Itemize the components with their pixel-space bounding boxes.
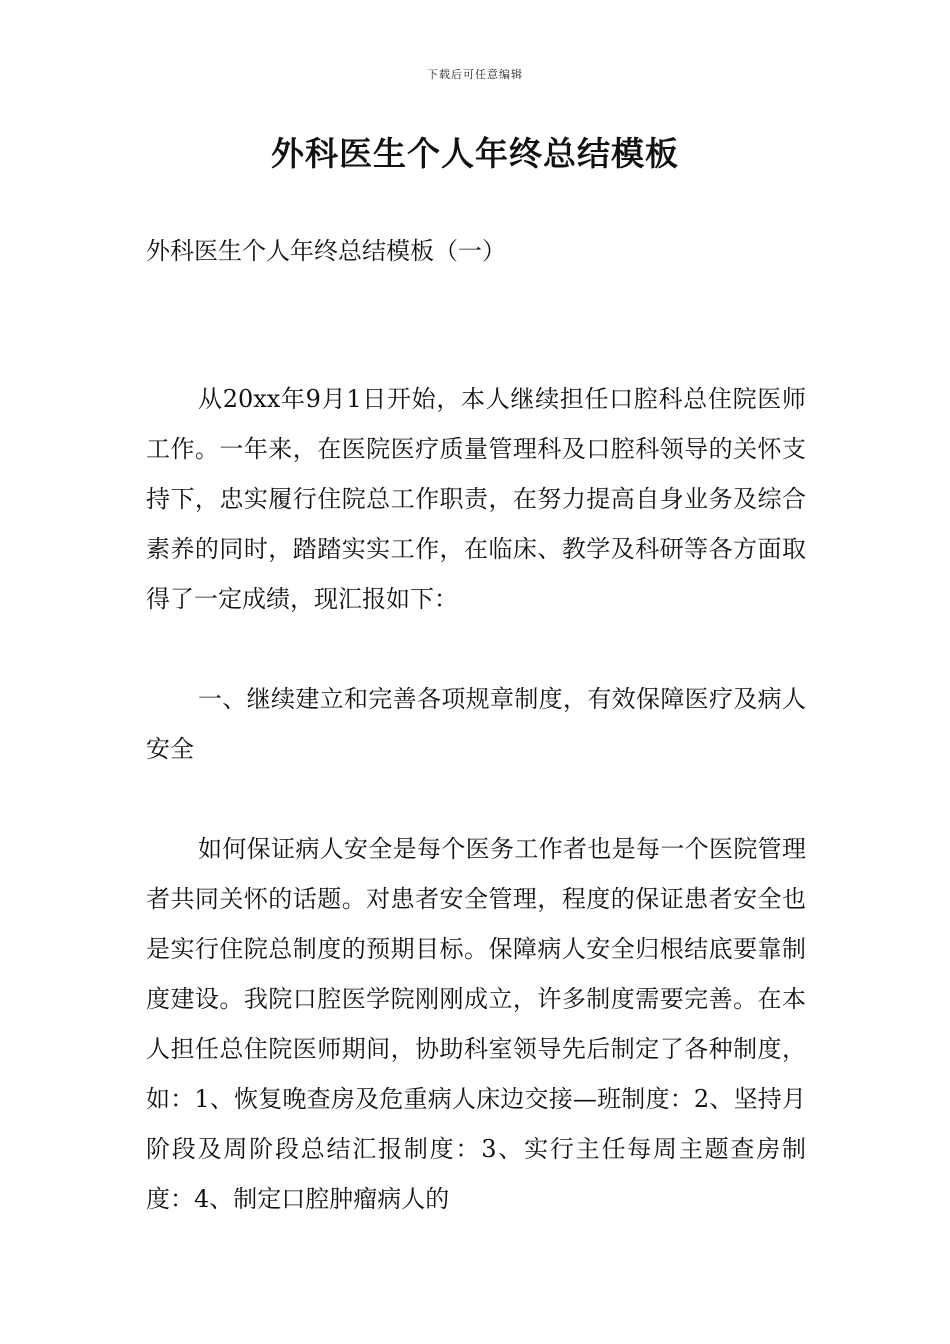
section-heading: 一、继续建立和完善各项规章制度，有效保障医疗及病人安全 [146,685,806,763]
body-paragraph: 从20xx年9月1日开始，本人继续担任口腔科总住院医师工作。一年来，在医院医疗质量管理科及口腔科领导的关怀支持下，忠实履行住院总工作职责，在努力提高自身业务及综合素养的同时，踏踏实实工作，在临床、教学及科研等各方面取得了一定成绩，现汇报如下： [146,385,806,613]
section-subtitle: 外科医生个人年终总结模板（一） [146,237,506,265]
body-paragraph: 如何保证病人安全是每个医务工作者也是每一个医院管理者共同关怀的话题。对患者安全管理，程度的保证患者安全也是实行住院总制度的预期目标。保障病人安全归根结底要靠制度建设。我院口腔医学院刚刚成立，许多制度需要完善。在本人担任总住院医师期间，协助科室领导先后制定了各种制度，如：1、恢复晚查房及危重病人床边交接—班制度：2、坚持月阶段及周阶段总结汇报制度：3、实行主任每周主题查房制度：4、制定口腔肿瘤病人的 [146,835,806,1213]
document-title: 外科医生个人年终总结模板 [271,134,679,173]
header-note: 下载后可任意编辑 [427,68,523,81]
